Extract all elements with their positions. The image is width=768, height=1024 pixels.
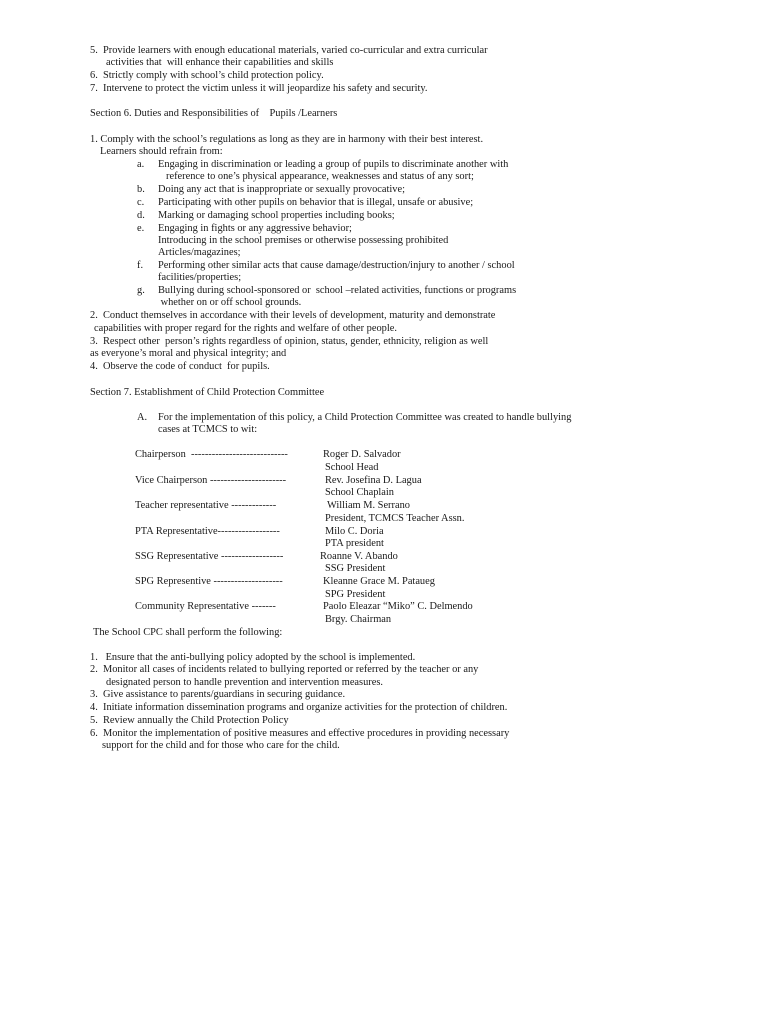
committee-title: SPG President [325,589,386,600]
sub-item-letter-b: b. [137,184,145,195]
committee-name: Paolo Eleazar “Miko” C. Delmendo [323,601,473,612]
committee-name: Rev. Josefina D. Lagua [325,475,422,486]
committee-name: William M. Serrano [327,500,410,511]
list-item-6: 6. Strictly comply with school’s child protection policy. [90,70,324,81]
committee-role: Chairperson ---------------------------- [135,449,288,460]
committee-role: Community Representative ------- [135,601,276,612]
sub-item-letter-e: e. [137,223,145,234]
cpc-function-6: 6. Monitor the implementation of positive measures and effective procedures in providing necessary [90,728,510,739]
sub-item-b-line-1: Doing any act that is inappropriate or sexually provocative; [158,184,405,195]
section-7-heading: Section 7. Establishment of Child Protection Committee [90,387,325,398]
committee-role: SPG Representive -------------------- [135,576,283,587]
committee-name: Milo C. Doria [325,526,384,537]
committee-role: SSG Representative ------------------ [135,551,284,562]
sub-item-a-line-2: reference to one’s physical appearance, weaknesses and status of any sort; [166,171,474,182]
section-6-item-1: 1. Comply with the school’s regulations as long as they are in harmony with their best interest. [90,134,484,145]
cpc-intro: The School CPC shall perform the following: [93,627,283,638]
sub-item-e-line-2: Introducing in the school premises or otherwise possessing prohibited [158,235,449,246]
committee-title: SSG President [325,563,386,574]
committee-name: Roger D. Salvador [323,449,401,460]
committee-name: Kleanne Grace M. Pataueg [323,576,435,587]
section-6-item-4: 4. Observe the code of conduct for pupils. [90,361,270,372]
cpc-function-3: 3. Give assistance to parents/guardians in securing guidance. [90,689,346,700]
sub-item-f-line-1: Performing other similar acts that cause damage/destruction/injury to another / school [158,260,515,271]
cpc-function-4: 4. Initiate information dissemination programs and organize activities for the protection of children. [90,702,508,713]
section-6-item-3: 3. Respect other person’s rights regardless of opinion, status, gender, ethnicity, religion as well [90,336,489,347]
refrain-intro: Learners should refrain from: [100,146,223,157]
section-7-item-a-line-2: cases at TCMCS to wit: [158,424,258,435]
section-7-item-a-letter: A. [137,412,148,423]
sub-item-letter-d: d. [137,210,145,221]
committee-role: PTA Representative------------------ [135,526,280,537]
committee-title: PTA president [325,538,384,549]
list-item-5: 5. Provide learners with enough educational materials, varied co-curricular and extra curricular [90,45,488,56]
committee-title: President, TCMCS Teacher Assn. [325,513,465,524]
list-item-7: 7. Intervene to protect the victim unless it will jeopardize his safety and security. [90,83,428,94]
committee-role: Vice Chairperson ---------------------- [135,475,287,486]
committee-title: School Chaplain [325,487,394,498]
list-item-5-cont: activities that will enhance their capabilities and skills [106,57,334,68]
sub-item-e-line-3: Articles/magazines; [158,247,241,258]
sub-item-g-line-1: Bullying during school-sponsored or school –related activities, functions or programs [158,285,517,296]
cpc-function-6-cont: support for the child and for those who care for the child. [102,740,340,751]
sub-item-d-line-1: Marking or damaging school properties including books; [158,210,395,221]
sub-item-c-line-1: Participating with other pupils on behavior that is illegal, unsafe or abusive; [158,197,474,208]
committee-title: School Head [325,462,379,473]
sub-item-letter-f: f. [137,260,144,271]
sub-item-letter-a: a. [137,159,145,170]
section-6-item-3-cont: as everyone’s moral and physical integrity; and [90,348,287,359]
cpc-function-5: 5. Review annually the Child Protection Policy [90,715,289,726]
sub-item-a-line-1: Engaging in discrimination or leading a group of pupils to discriminate another with [158,159,509,170]
section-6-heading: Section 6. Duties and Responsibilities of Pupils /Learners [90,108,338,119]
section-6-item-2-cont: capabilities with proper regard for the rights and welfare of other people. [94,323,397,334]
committee-name: Roanne V. Abando [320,551,398,562]
section-6-item-2: 2. Conduct themselves in accordance with their levels of development, maturity and demonstrate [90,310,496,321]
cpc-function-2-cont: designated person to handle prevention and intervention measures. [106,677,384,688]
section-7-item-a-line-1: For the implementation of this policy, a Child Protection Committee was created to handle bullying [158,412,572,423]
sub-item-letter-g: g. [137,285,145,296]
committee-role: Teacher representative ------------- [135,500,277,511]
sub-item-g-line-2: whether on or off school grounds. [158,297,302,308]
cpc-function-2: 2. Monitor all cases of incidents related to bullying reported or referred by the teacher or any [90,664,479,675]
sub-item-letter-c: c. [137,197,145,208]
sub-item-e-line-1: Engaging in fights or any aggressive behavior; [158,223,352,234]
cpc-function-1: 1. Ensure that the anti-bullying policy adopted by the school is implemented. [90,652,416,663]
committee-title: Brgy. Chairman [325,614,392,625]
sub-item-f-line-2: facilities/properties; [158,272,242,283]
